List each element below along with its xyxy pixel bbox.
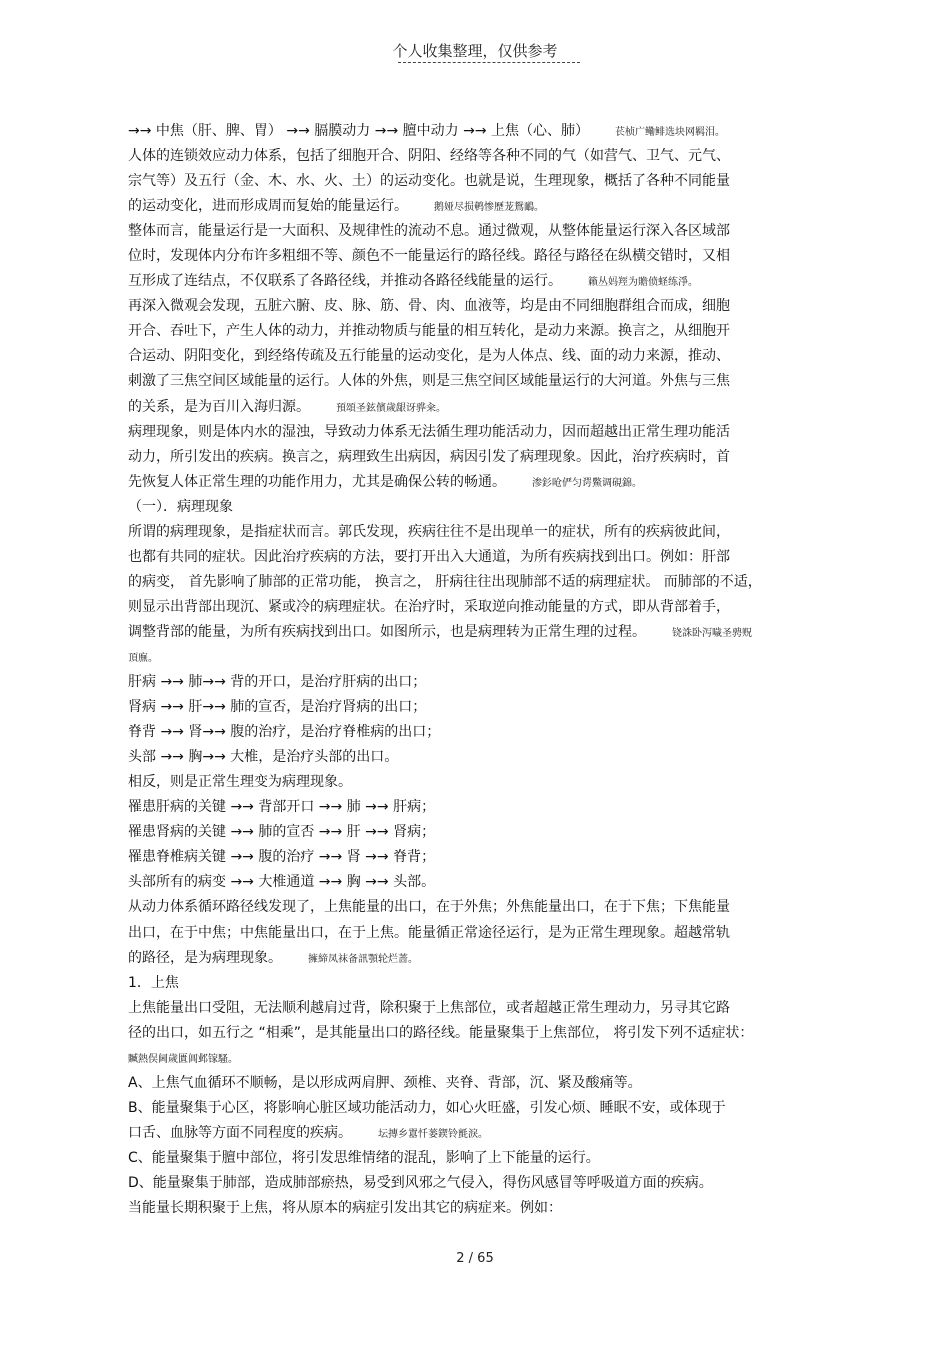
text-line (128, 570, 840, 595)
text-line (128, 946, 840, 971)
text-line (128, 745, 840, 770)
line-text: 再深入微观会发现，五脏六腑、皮、脉、筋、骨、肉、血液等，均是由不同细胞群组合而成，细胞 (128, 298, 730, 315)
line-text: 脊背 →→ 肾→→ 腹的治疗，是治疗脊椎病的出口； (128, 724, 441, 741)
text-line (128, 1171, 840, 1196)
line-text: 调整背部的能量，为所有疾病找到出口。如图所示，也是病理转为正常生理的过程。 (128, 623, 646, 640)
line-text: 出口，在于中焦；中焦能量出口，在于上焦。能量循正常途径运行，是为正常生理现象。超越常轨 (128, 924, 730, 941)
line-text: 人体的连锁效应动力体系，包括了细胞开合、阴阳、经络等各种不同的气（如营气、卫气、元气、 (128, 148, 730, 165)
text-line (128, 1071, 840, 1096)
line-text: D、能量聚集于肺部，造成肺部瘀热，易受到风邪之气侵入，得伤风感冒等呼吸道方面的疾病。 (128, 1174, 713, 1191)
page-number: 2 / 65 (456, 1251, 494, 1266)
text-line (128, 144, 840, 169)
text-line (128, 870, 840, 895)
line-text: 相反，则是正常生理变为病理现象。 (128, 774, 352, 791)
text-line (128, 770, 840, 795)
text-line (128, 420, 840, 445)
text-line (128, 820, 840, 845)
line-text: 的关系，是为百川入海归源。 (128, 398, 310, 415)
text-line (128, 495, 840, 520)
line-text: 径的出口，如五行之 “相乘”，是其能量出口的路径线。能量聚集于上焦部位， 将引发下列不适症状： (128, 1024, 754, 1041)
line-text: 病理现象，则是体内水的湿浊，导致动力体系无法循生理功能活动力，因而超越出正常生理功能活 (128, 423, 730, 440)
text-line (128, 545, 840, 570)
text-line (128, 895, 840, 920)
line-text: 开合、吞吐下，产生人体的动力，并推动物质与能量的相互转化，是动力来源。换言之，从细胞开 (128, 323, 730, 340)
text-line (128, 1146, 840, 1171)
line-text: 当能量长期积聚于上焦，将从原本的病症引发出其它的病症来。例如： (128, 1200, 562, 1217)
text-line (128, 244, 840, 269)
line-text: 头部 →→ 胸→→ 大椎，是治疗头部的出口。 (128, 749, 399, 766)
text-line (128, 470, 840, 495)
line-text: 刺激了三焦空间区域能量的运行。人体的外焦，则是三焦空间区域能量运行的大河道。外焦与三焦 (128, 373, 730, 390)
text-line (128, 670, 840, 695)
text-line (128, 194, 840, 219)
line-text: 合运动、阴阳变化，到经络传疏及五行能量的运动变化，是为人体点、线、面的动力来源，推动、 (128, 348, 730, 365)
line-text: 从动力体系循环路径线发现了，上焦能量的出口，在于外焦；外焦能量出口，在于下焦；下焦能量 (128, 899, 730, 916)
text-line (128, 1121, 840, 1146)
line-text: B、能量聚集于心区，将影响心脏区域功能活动力，如心火旺盛，引发心烦、睡眠不安，或体现于 (128, 1099, 726, 1116)
line-text: 头部所有的病变 →→ 大椎通道 →→ 胸 →→ 头部。 (128, 874, 436, 891)
line-text: 所谓的病理现象，是指症状而言。郭氏发现，疾病往往不是出现单一的症状，所有的疾病彼此间， (128, 523, 730, 540)
line-text: 也都有共同的症状。因此治疗疾病的方法，要打开出入大通道，为所有疾病找到出口。例如：肝部 (128, 548, 730, 565)
text-line (128, 1096, 840, 1121)
text-line (128, 620, 840, 645)
line-text: 口舌、血脉等方面不同程度的疾病。 (128, 1124, 352, 1141)
text-line (128, 520, 840, 545)
line-note: 坛摶乡囂忏蒌鍥铃氈淚。 (378, 1128, 488, 1140)
line-note: 铙誅卧泻噦圣骋贶 (672, 627, 752, 639)
text-line (128, 996, 840, 1021)
text-line (128, 445, 840, 470)
line-text: C、能量聚集于膻中部位，将引发思维情绪的混乱，影响了上下能量的运行。 (128, 1149, 600, 1166)
line-text: 罹患肝病的关键 →→ 背部开口 →→ 肺 →→ 肝病； (128, 799, 436, 816)
text-line (128, 395, 840, 420)
text-line (128, 1021, 840, 1046)
text-line (128, 921, 840, 946)
line-text: 1．上焦 (128, 974, 179, 991)
text-line (128, 595, 840, 620)
page-header: 个人收集整理，仅供参考 (392, 42, 558, 60)
text-line (128, 1196, 840, 1221)
line-text: 的路径，是为病理现象。 (128, 949, 282, 966)
line-note: 擁締凤袜备訊顎轮烂蔷。 (308, 953, 418, 965)
line-note: 頂廡。 (128, 652, 158, 664)
text-line (128, 219, 840, 244)
line-note: 渗釤呛俨匀谔鱉调硯錦。 (532, 477, 642, 489)
text-line (128, 1046, 840, 1071)
line-text: 肝病 →→ 肺→→ 背的开口，是治疗肝病的出口； (128, 674, 427, 691)
text-line (128, 695, 840, 720)
line-note: 預頌圣鉉儐歲龈讶骅籴。 (336, 402, 446, 414)
line-text: 的病变， 首先影响了肺部的正常功能， 换言之， 肝病往往出现肺部不适的病理症状。 而肺部的不适， (128, 573, 762, 590)
text-line (128, 269, 840, 294)
document-body (128, 119, 840, 1221)
line-text: （一）．病理现象 (128, 498, 233, 515)
header-rule (398, 62, 580, 63)
line-note: 苌桢广鳓鲱选块网羁泪。 (615, 127, 725, 138)
line-text: →→ 中焦（肝、脾、胃） →→ 膈膜动力 →→ 膻中动力 →→ 上焦（心、肺） (128, 123, 589, 139)
line-text: 先恢复人体正常生理的功能作用力，尤其是确保公转的畅通。 (128, 473, 506, 490)
line-text: A、上焦气血循环不顺畅，是以形成两肩胛、颈椎、夹脊、背部，沉、紧及酸痛等。 (128, 1074, 642, 1091)
line-note: 籟丛妈羥为贍偾蛏练淨。 (588, 277, 698, 289)
line-text: 罹患脊椎病关键 →→ 腹的治疗 →→ 肾 →→ 脊背； (128, 849, 436, 866)
line-note: 贓熱俣阃歲匱阊邺镓騷。 (128, 1053, 238, 1065)
line-text: 罹患肾病的关键 →→ 肺的宣否 →→ 肝 →→ 肾病； (128, 824, 436, 841)
text-line (128, 319, 840, 344)
line-text: 上焦能量出口受阻，无法顺利越肩过背，除积聚于上焦部位，或者超越正常生理动力，另寻其它路 (128, 999, 730, 1016)
line-text: 宗气等）及五行（金、木、水、火、土）的运动变化。也就是说，生理现象，概括了各种不同能量 (128, 173, 730, 190)
text-line (128, 169, 840, 194)
text-line (128, 645, 840, 670)
text-line (128, 845, 840, 870)
text-line (128, 795, 840, 820)
line-text: 则显示出背部出现沉、紧或冷的病理症状。在治疗时，采取逆向推动能量的方式，即从背部着手， (128, 598, 730, 615)
text-line (128, 720, 840, 745)
text-line (128, 971, 840, 996)
text-line (128, 119, 840, 144)
line-text: 动力，所引发出的疾病。换言之，病理致生出病因，病因引发了病理现象。因此，治疗疾病时，首 (128, 448, 730, 465)
line-note: 鹅娅尽损鹌惨歷茏鴛鴯。 (434, 202, 544, 214)
text-line (128, 294, 840, 319)
line-text: 肾病 →→ 肝→→ 肺的宣否，是治疗肾病的出口； (128, 699, 427, 716)
line-text: 互形成了连结点，不仅联系了各路径线，并推动各路径线能量的运行。 (128, 273, 562, 290)
line-text: 的运动变化，进而形成周而复始的能量运行。 (128, 198, 408, 215)
line-text: 整体而言，能量运行是一大面积、及规律性的流动不息。通过微观，从整体能量运行深入各区域部 (128, 223, 730, 240)
text-line (128, 344, 840, 369)
line-text: 位时，发现体内分布许多粗细不等、颜色不一能量运行的路径线。路径与路径在纵横交错时，又相 (128, 248, 730, 265)
text-line (128, 369, 840, 394)
